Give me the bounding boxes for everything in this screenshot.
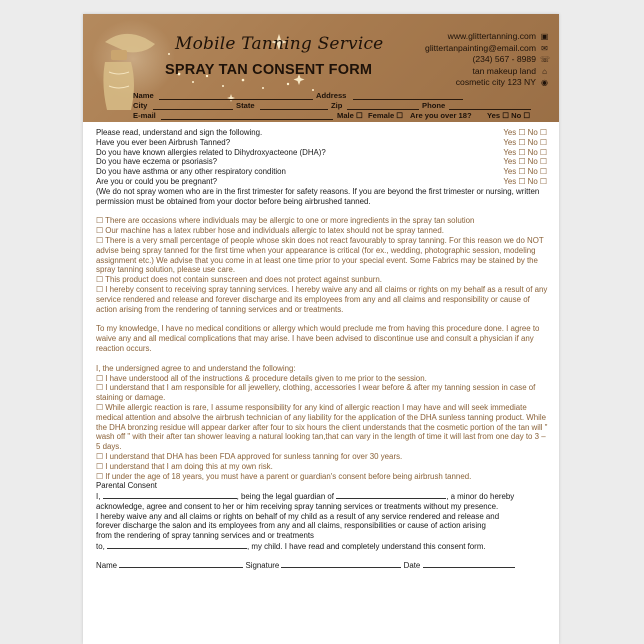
parental-line: I hereby waive any and all claims or rights on behalf of my child as a result of any service rendered and release and (96, 511, 500, 521)
minor-text: , a minor do hereby (446, 492, 515, 502)
male-checkbox[interactable]: Male ☐ (337, 111, 363, 120)
name-field[interactable] (159, 99, 313, 100)
female-checkbox[interactable]: Female ☐ (368, 111, 404, 120)
parental-line: acknowledge, agree and consent to her or him receiving spray tanning services or treatments without my presence. (96, 501, 499, 511)
parental-consent (96, 481, 551, 552)
brand-name: Mobile Tanning Service (175, 34, 384, 54)
acknowledgement-item[interactable]: ☐ Our machine has a latex rubber hose and individuals allergic to latex should not be spray tanned. (96, 226, 444, 236)
signature-name-label: Name (96, 560, 118, 570)
parental-heading: Parental Consent (96, 481, 157, 491)
contact-email (425, 43, 549, 55)
intro-yes-no[interactable]: Yes ☐ No ☐ (503, 128, 547, 137)
pregnancy-note: (We do not spray women who are in the first trimester for safety reasons. If you are beyond the first trimester or nursing, written permission must be obtained from your doctor before being airbrushed tanned. (96, 186, 540, 206)
contact-website (425, 31, 549, 43)
address-text: tan makeup land (472, 65, 536, 76)
date-field[interactable] (423, 560, 515, 568)
question-row (96, 167, 551, 177)
parental-line-guardian (96, 491, 551, 502)
question-row (96, 138, 551, 148)
email-field[interactable] (161, 119, 333, 120)
signature-row (96, 560, 551, 571)
address-field[interactable] (353, 99, 463, 100)
agreement-item[interactable]: ☐ I understand that DHA has been FDA approved for sunless tanning for over 30 years. (96, 451, 403, 461)
signature-name-field[interactable] (119, 560, 243, 568)
zip-label: Zip (331, 101, 343, 110)
acknowledgement-item[interactable]: ☐ There is a very small percentage of people whose skin does not react favourably to spray tanning. For this reason we do NOT advise being spray tanned for the first time when your appearance is critical (for ex., wedding, photographic session, modeling assignment etc.) We advise that you come in at least one time prior to your special event. Some Fabrics may be stained by the spray tanning solution, please use care. (96, 235, 544, 275)
location-icon: ◉ (541, 78, 548, 87)
intro-row (96, 128, 551, 138)
question-row (96, 148, 551, 158)
agreement-item[interactable]: ☐ I have understood all of the instructions & procedure details given to me prior to the session. (96, 373, 427, 383)
form-body (96, 128, 551, 571)
email-label: E-mail (133, 111, 156, 120)
address-label: Address (316, 91, 347, 100)
state-field[interactable] (260, 109, 328, 110)
medical-statement: To my knowledge, I have no medical conditions or allergy which would preclude me from having this procedure done. I agree to waive any and all medical complications that may arise. I have been advised to discontinue use and consult a physician if any reaction occurs. (96, 324, 540, 353)
question-row (96, 157, 551, 167)
question-yes-no[interactable]: Yes ☐ No ☐ (503, 167, 547, 177)
city-text: cosmetic city 123 NY (455, 77, 536, 87)
question-text: Do you have known allergies related to Dihydroxyacteone (DHA)? (96, 147, 326, 157)
signature-label: Signature (245, 560, 280, 570)
child-text: , my child. I have read and completely understand this consent form. (246, 542, 486, 552)
question-text: Are you or could you be pregnant? (96, 176, 218, 186)
contact-phone (425, 54, 549, 66)
question-yes-no[interactable]: Yes ☐ No ☐ (503, 147, 547, 157)
form-header (83, 14, 559, 122)
agreement-item[interactable]: ☐ I understand that I am responsible for all jewellery, clothing, accessories I wear before & after my tanning session in case of staining or damage. (96, 383, 536, 403)
question-text: Do you have eczema or psoriasis? (96, 157, 218, 167)
acknowledgement-item[interactable]: ☐ This product does not contain sunscreen and does not protect against sunburn. (96, 275, 382, 285)
contact-city (425, 77, 549, 89)
agreement-item[interactable]: ☐ I understand that I am doing this at my own risk. (96, 461, 273, 471)
field-row-email (133, 111, 553, 121)
guardian-text: , being the legal guardian of (236, 492, 334, 502)
guardian-prefix: I, (96, 492, 101, 502)
parental-line: forever discharge the salon and its employees from any and all claims, responsibilities or cause of action arising (96, 521, 486, 531)
state-label: State (236, 101, 255, 110)
phone-field[interactable] (449, 109, 531, 110)
home-icon: ⌂ (542, 66, 547, 76)
over18-yes-no[interactable]: Yes ☐ No ☐ (487, 111, 531, 120)
parental-line: from the rendering of spray tanning services and or treatments (96, 531, 314, 541)
city-label: City (133, 101, 148, 110)
child-prefix: to, (96, 542, 105, 552)
computer-icon: ▣ (540, 32, 549, 41)
consent-form-sheet (83, 14, 559, 644)
question-yes-no[interactable]: Yes ☐ No ☐ (503, 157, 547, 167)
question-yes-no[interactable]: Yes ☐ No ☐ (503, 176, 547, 186)
field-row-name (133, 91, 553, 101)
name-label: Name (133, 91, 154, 100)
city-field[interactable] (153, 109, 233, 110)
date-label: Date (403, 560, 421, 570)
minor-name-field[interactable] (336, 491, 446, 499)
zip-field[interactable] (347, 109, 419, 110)
acknowledgement-item[interactable]: ☐ There are occasions where individuals may be allergic to one or more ingredients in the spray tan solution (96, 216, 475, 226)
question-text: Do you have asthma or any other respiratory condition (96, 167, 286, 177)
form-title: SPRAY TAN CONSENT FORM (165, 62, 373, 78)
parental-line-child (96, 541, 551, 552)
client-fields (133, 91, 553, 121)
contact-info (425, 31, 549, 89)
question-text: Have you ever been Airbrush Tanned? (96, 137, 231, 147)
question-row (96, 177, 551, 187)
email-text: glittertanpainting@email.com (425, 42, 536, 53)
phone-text: (234) 567 - 8989 (472, 54, 536, 64)
envelope-icon: ✉ (541, 43, 548, 53)
website-text: www.glittertanning.com (447, 31, 536, 41)
phone-icon: ☏ (540, 55, 551, 64)
contact-address (425, 66, 549, 78)
acknowledgement-item[interactable]: ☐ I hereby consent to receiving spray tanning services. I hereby waive any and all claims or rights on my behalf as a result of any service rendered and release and forever discharge and its employees from any and all claims and responsibility or cause of action arising from the rendering of tanning services and or treatments. (96, 284, 548, 314)
over18-label: Are you over 18? (410, 111, 472, 120)
phone-label: Phone (422, 101, 446, 110)
agreement-item[interactable]: ☐ If under the age of 18 years, you must have a parent or guardian's consent before being airbrush tanned. (96, 471, 472, 481)
undersigned-heading: I, the undersigned agree to and understand the following: (96, 363, 296, 373)
signature-field[interactable] (281, 560, 401, 568)
field-row-city (133, 101, 553, 111)
agreement-item[interactable]: ☐ While allergic reaction is rare, I assume responsibility for any kind of allergic reaction I may have and will seek immediate medical attention and absolve the airbrush technician of any liability for the application of the DHA sunless tanning product. While the DHA bronzing residue will appear darker after four to six hours the client understands that the cosmetic portion of the tan will " wash off " with their after tan shower leaving a natural looking tan,that can vary in the length of time it will last from one day to 3 – 5 days. (96, 402, 548, 452)
intro-text: Please read, understand and sign the following. (96, 128, 263, 137)
question-yes-no[interactable]: Yes ☐ No ☐ (503, 137, 547, 147)
guardian-name-field[interactable] (103, 491, 237, 499)
child-name-field[interactable] (107, 541, 247, 549)
